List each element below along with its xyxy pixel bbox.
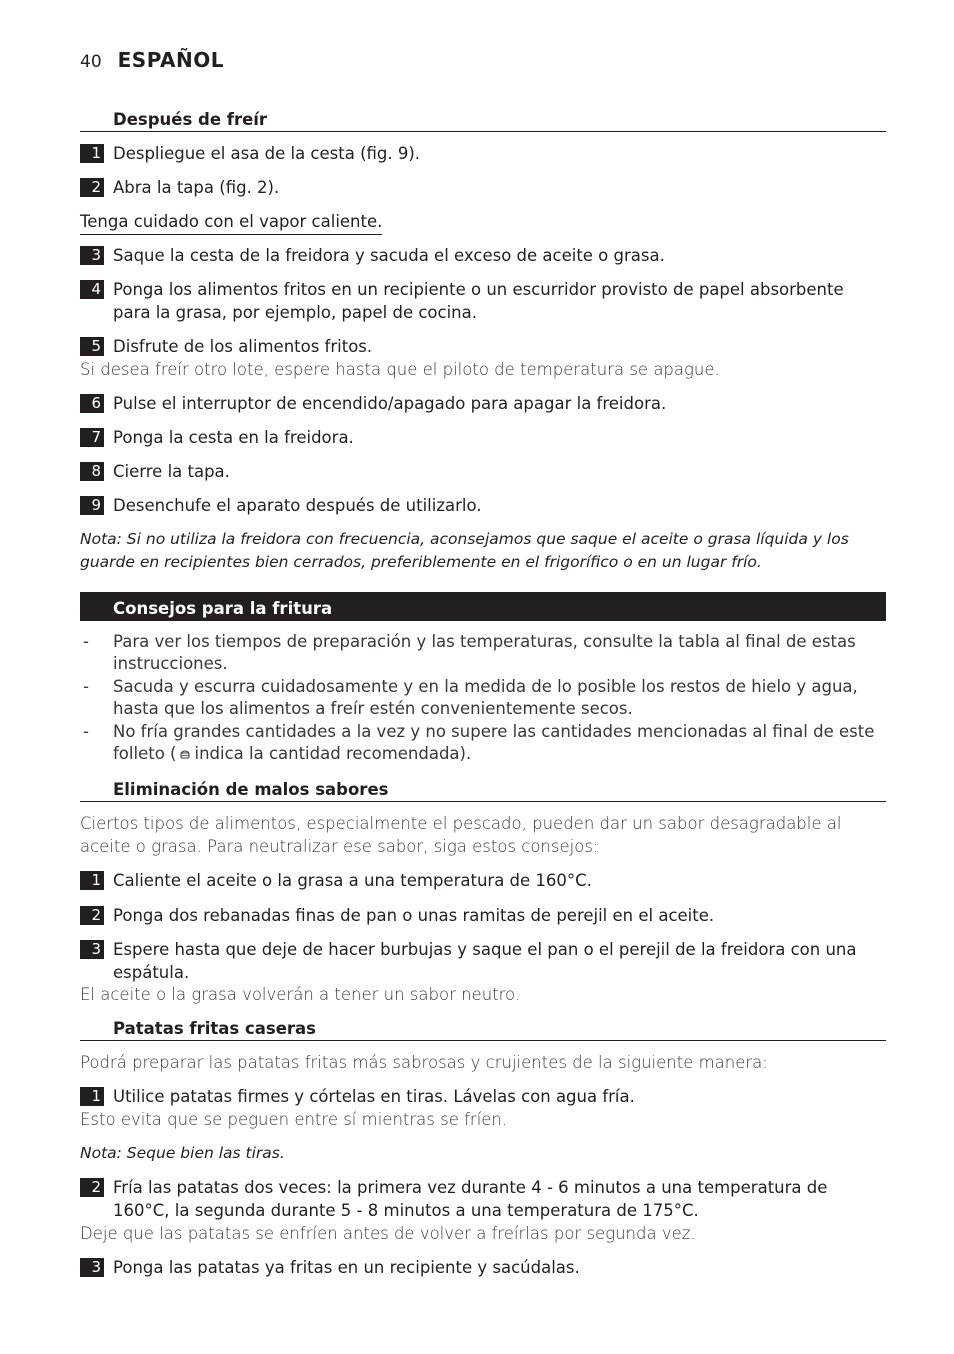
step-number: 2 (80, 178, 104, 197)
step-text: Desenchufe el aparato después de utilizarlo. (113, 496, 482, 515)
step-number: 2 (80, 906, 104, 925)
note-text: Nota: Seque bien las tiras. (80, 1144, 285, 1162)
list-item (80, 721, 886, 765)
step-number: 1 (80, 871, 104, 890)
step-text: Ponga los alimentos fritos en un recipiente o un escurridor provisto de papel absorbente para la grasa, por ejemplo, papel de cocina. (113, 280, 844, 322)
step-note: Esto evita que se peguen entre sí mientras se fríen. (80, 1110, 508, 1129)
step-number: 3 (80, 246, 104, 265)
bullet-dash: - (83, 722, 89, 741)
step-item (80, 1176, 886, 1222)
step-item (80, 904, 886, 927)
step-text: Ponga la cesta en la freidora. (113, 428, 354, 447)
step-item (80, 335, 886, 358)
fryer-basket-icon (179, 748, 191, 760)
note-text: Nota: Si no utiliza la freidora con frecuencia, aconsejamos que saque el aceite o grasa líquida y los guarde en recipientes bien cerrados, preferiblemente en el frigorífico o en un lugar frío. (80, 530, 849, 571)
intro-text: Ciertos tipos de alimentos, especialmente el pescado, pueden dar un sabor desagradable al aceite o grasa. Para neutralizar ese sabor, siga estos consejos: (80, 814, 842, 856)
step-item (80, 278, 886, 324)
step-number: 4 (80, 280, 104, 299)
step-item (80, 460, 886, 483)
step-text: Despliegue el asa de la cesta (fig. 9). (113, 144, 421, 163)
step-note: Deje que las patatas se enfríen antes de volver a freírlas por segunda vez. (80, 1224, 696, 1243)
list-item (80, 676, 886, 720)
step-item (80, 142, 886, 165)
step-item (80, 869, 886, 892)
step-text: Utilice patatas firmes y córtelas en tiras. Lávelas con agua fría. (113, 1087, 635, 1106)
step-text: Pulse el interruptor de encendido/apagado para apagar la freidora. (113, 394, 667, 413)
step-number: 9 (80, 496, 104, 515)
step-text: Cierre la tapa. (113, 462, 230, 481)
bullet-dash: - (83, 632, 89, 651)
step-text: Ponga dos rebanadas finas de pan o unas ramitas de perejil en el aceite. (113, 906, 715, 925)
bullet-text: Para ver los tiempos de preparación y las temperaturas, consulte la tabla al final de estas instrucciones. (113, 632, 856, 673)
page-header (80, 48, 224, 72)
section-heading-despues (80, 107, 886, 132)
step-text: Ponga las patatas ya fritas en un recipiente y sacúdalas. (113, 1258, 580, 1277)
step-number: 8 (80, 462, 104, 481)
step-number: 7 (80, 428, 104, 447)
step-item (80, 244, 886, 267)
step-text: Fría las patatas dos veces: la primera vez durante 4 - 6 minutos a una temperatura de 160°C, la segunda durante 5 - 8 minutos a una temperatura de 175°C. (113, 1178, 828, 1220)
step-number: 1 (80, 144, 104, 163)
section-title: Después de freír (113, 110, 268, 129)
step-item (80, 494, 886, 517)
step-item (80, 1256, 886, 1279)
list-item (80, 631, 886, 675)
step-number: 1 (80, 1087, 104, 1106)
step-number: 3 (80, 940, 104, 959)
step-text: Caliente el aceite o la grasa a una temperatura de 160°C. (113, 871, 592, 890)
warning-text: Tenga cuidado con el vapor caliente. (80, 210, 382, 235)
step-number: 5 (80, 337, 104, 356)
page-number: 40 (80, 52, 102, 72)
section-title: Eliminación de malos sabores (113, 780, 389, 799)
step-item (80, 938, 886, 984)
bullet-text-part: indica la cantidad recomendada). (194, 744, 472, 763)
step-number: 6 (80, 394, 104, 413)
bullet-dash: - (83, 677, 89, 696)
bullet-text: Sacuda y escurra cuidadosamente y en la medida de lo posible los restos de hielo y agua, hasta que los alimentos a freír estén convenientemente secos. (113, 677, 858, 718)
step-item (80, 1085, 886, 1108)
section-title: Patatas fritas caseras (113, 1019, 316, 1038)
step-text: Abra la tapa (fig. 2). (113, 178, 280, 197)
language-heading: ESPAÑOL (117, 48, 224, 72)
section-heading-consejos (80, 592, 886, 621)
intro-text: Podrá preparar las patatas fritas más sabrosas y crujientes de la siguiente manera: (80, 1053, 768, 1072)
step-item (80, 426, 886, 449)
section-heading-eliminacion (80, 777, 886, 802)
step-number: 3 (80, 1258, 104, 1277)
step-number: 2 (80, 1178, 104, 1197)
step-note: Si desea freír otro lote, espere hasta que el piloto de temperatura se apague. (80, 360, 720, 379)
outro-text: El aceite o la grasa volverán a tener un sabor neutro. (80, 985, 521, 1004)
step-text: Espere hasta que deje de hacer burbujas y saque el pan o el perejil de la freidora con una espátula. (113, 940, 857, 982)
section-title: Consejos para la fritura (113, 599, 333, 618)
step-item (80, 392, 886, 415)
step-text: Disfrute de los alimentos fritos. (113, 337, 373, 356)
step-item (80, 176, 886, 199)
step-text: Saque la cesta de la freidora y sacuda el exceso de aceite o grasa. (113, 246, 665, 265)
bullet-text-part: No fría grandes cantidades a la vez y no supere las cantidades mencionadas al final de este folleto ( (113, 722, 875, 763)
bullet-text (113, 721, 886, 765)
section-heading-patatas (80, 1016, 886, 1041)
